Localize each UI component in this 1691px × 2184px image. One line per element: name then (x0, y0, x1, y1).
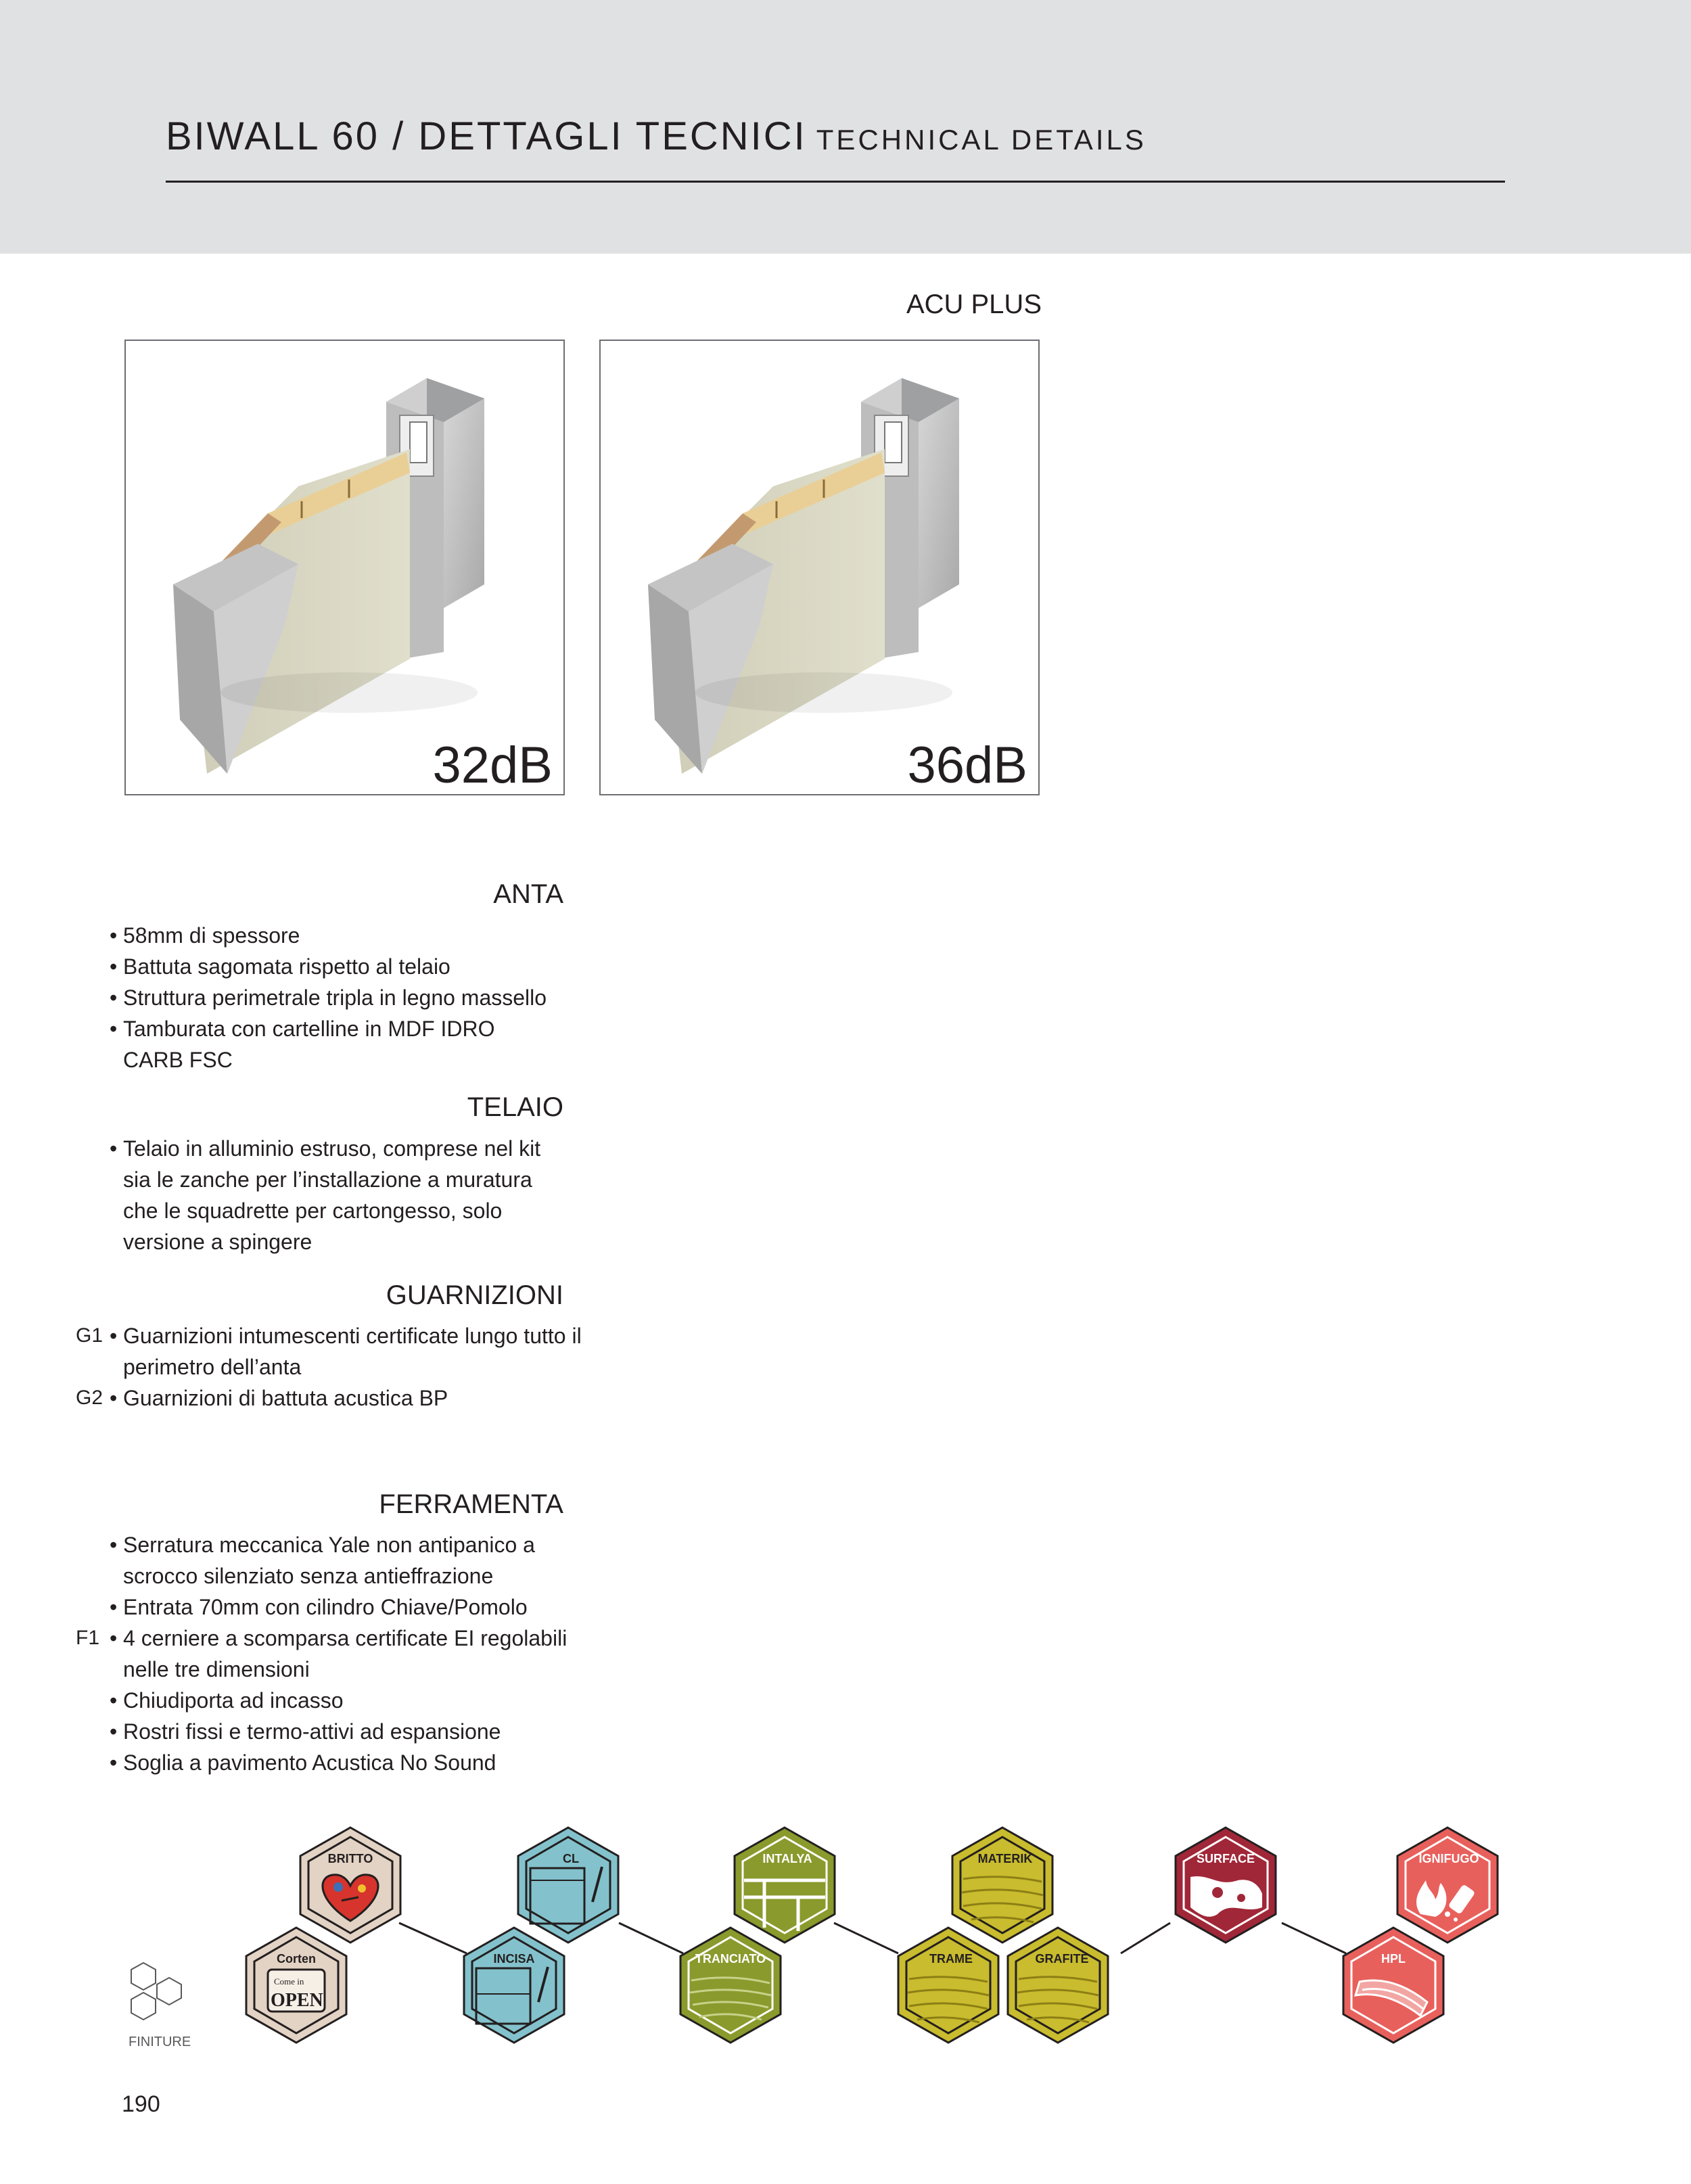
finiture-legend-icon (131, 1963, 181, 2020)
door-section-photo-32db (124, 340, 565, 795)
svg-text:IGNIFUGO: IGNIFUGO (1418, 1852, 1479, 1865)
list-item: • Tamburata con cartelline in MDF IDRO CARB FSC (110, 1017, 495, 1072)
svg-text:HPL: HPL (1381, 1952, 1406, 1966)
hex-ignifugo[interactable] (1397, 1828, 1498, 1943)
title-rule (166, 181, 1505, 183)
list-item: G2 • Guarnizioni di battuta acustica BP (76, 1386, 448, 1410)
door-section-illustration (126, 341, 565, 795)
hex-incisa[interactable] (464, 1928, 564, 2043)
hex-hpl[interactable] (1343, 1928, 1443, 2043)
finishes-strip (0, 1813, 1691, 2070)
guarnizioni-list (74, 1320, 588, 1414)
connector-line (399, 1923, 467, 1953)
svg-text:INTALYA: INTALYA (762, 1852, 812, 1865)
acu-plus-label: ACU PLUS (906, 289, 1042, 319)
db-rating-36: 36dB (907, 737, 1027, 794)
list-item: • Rostri fissi e termo-attivi ad espansione (110, 1719, 501, 1744)
list-item: • Soglia a pavimento Acustica No Sound (110, 1750, 496, 1775)
svg-text:BRITTO: BRITTO (327, 1852, 373, 1865)
svg-text:OPEN: OPEN (271, 1990, 323, 2011)
connector-line (1121, 1923, 1170, 1953)
anta-list (74, 920, 588, 1075)
connector-line (1282, 1923, 1346, 1953)
title-main: BIWALL 60 / DETTAGLI TECNICI (166, 114, 807, 158)
svg-text:TRANCIATO: TRANCIATO (695, 1952, 766, 1966)
page-number: 190 (122, 2091, 160, 2117)
door-section-photo-36db (599, 340, 1040, 795)
hex-tranciato[interactable] (680, 1928, 781, 2043)
list-item: • Chiudiporta ad incasso (110, 1688, 344, 1713)
hex-intalya[interactable] (735, 1828, 835, 1943)
hex-trame[interactable] (898, 1928, 998, 2043)
hex-cl[interactable] (518, 1828, 618, 1943)
list-item: • Telaio in alluminio estruso, comprese nel kit sia le zanche per l’installazione a muratura che le squadrette per cartongesso, solo versione a spingere (110, 1136, 541, 1254)
list-item: • Struttura perimetrale tripla in legno massello (110, 985, 547, 1010)
svg-text:TRAME: TRAME (929, 1952, 973, 1966)
section-title-anta: ANTA (493, 879, 563, 909)
finiture-label: FINITURE (129, 2035, 191, 2049)
finishes-diagram (0, 1813, 1691, 2070)
hex-corten[interactable] (246, 1928, 346, 2043)
section-title-telaio: TELAIO (467, 1092, 563, 1122)
telaio-list (74, 1133, 588, 1257)
connector-line (834, 1923, 898, 1953)
svg-text:GRAFITE: GRAFITE (1035, 1952, 1089, 1966)
page-title (166, 114, 1146, 159)
list-item: • Entrata 70mm con cilindro Chiave/Pomolo (110, 1595, 528, 1619)
hex-surface[interactable] (1176, 1828, 1276, 1943)
svg-text:CL: CL (563, 1852, 579, 1865)
section-title-guarnizioni: GUARNIZIONI (386, 1280, 563, 1310)
db-rating-32: 32dB (432, 737, 553, 794)
hex-grafite[interactable] (1008, 1928, 1108, 2043)
svg-text:MATERIK: MATERIK (977, 1852, 1033, 1865)
svg-text:SURFACE: SURFACE (1196, 1852, 1255, 1865)
hex-britto[interactable] (300, 1828, 400, 1943)
list-item: G1 • Guarnizioni intumescenti certificate lungo tutto il perimetro dell’anta (76, 1324, 582, 1379)
ferramenta-list (74, 1529, 588, 1778)
section-title-ferramenta: FERRAMENTA (379, 1489, 563, 1519)
svg-text:INCISA: INCISA (493, 1952, 535, 1966)
connector-line (619, 1923, 683, 1953)
list-item: F1 • 4 cerniere a scomparsa certificate EI regolabili nelle tre dimensioni (76, 1626, 567, 1681)
list-item: • Battuta sagomata rispetto al telaio (110, 954, 450, 979)
list-item: • Serratura meccanica Yale non antipanico a scrocco silenziato senza antieffrazione (110, 1533, 535, 1588)
svg-text:Come in: Come in (274, 1976, 304, 1986)
open-sign-icon (268, 1970, 325, 2012)
page-header (0, 0, 1691, 254)
svg-text:Corten: Corten (277, 1952, 316, 1966)
door-section-illustration (601, 341, 1040, 795)
hex-materik[interactable] (952, 1828, 1052, 1943)
list-item: • 58mm di spessore (110, 923, 300, 948)
title-sub: TECHNICAL DETAILS (816, 124, 1146, 156)
